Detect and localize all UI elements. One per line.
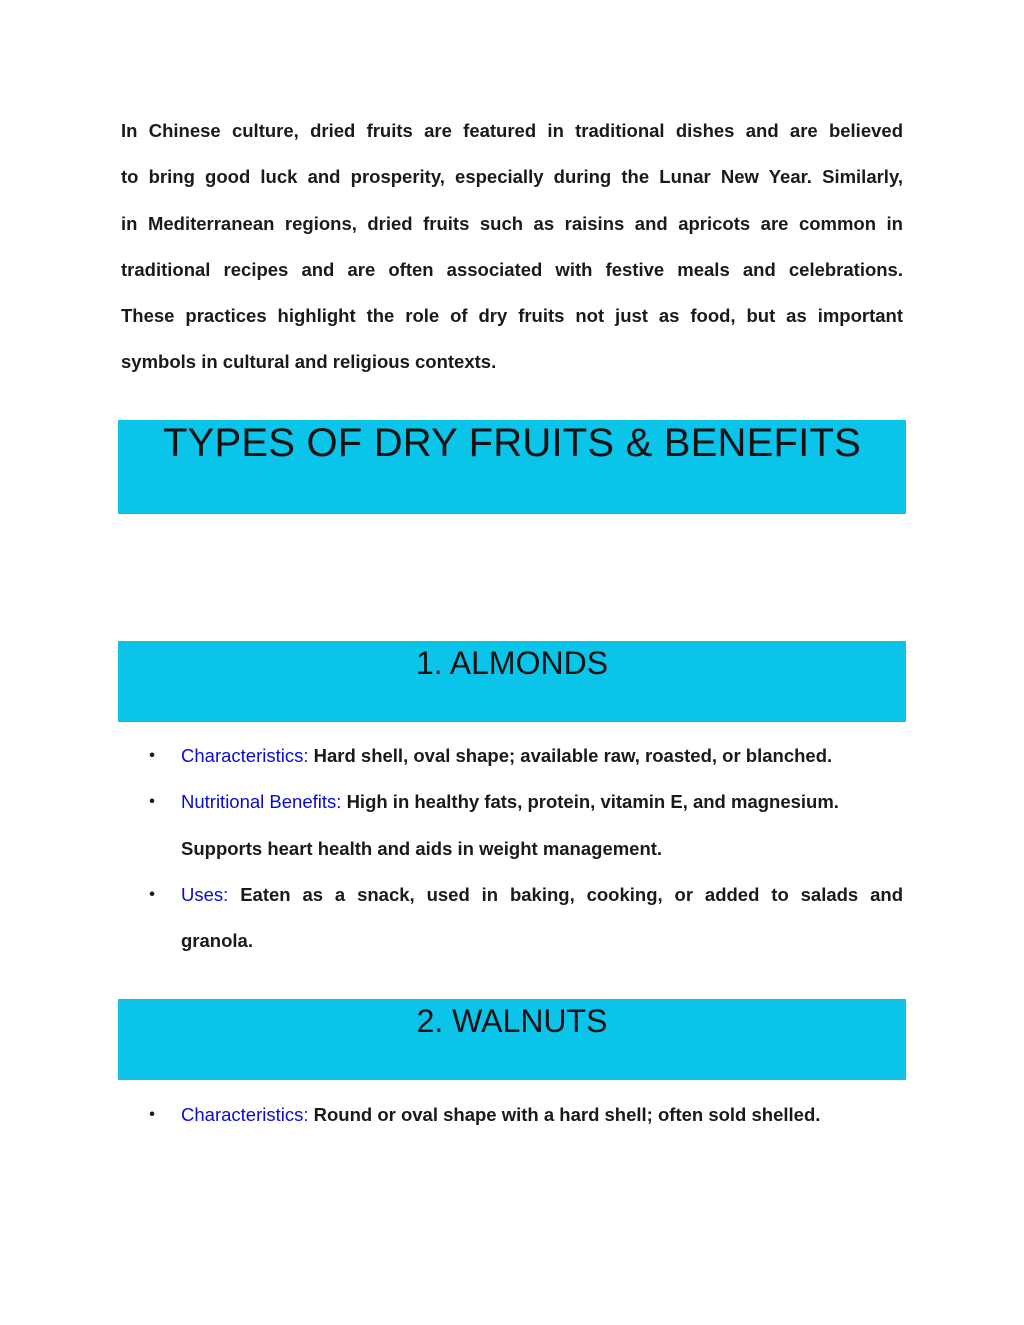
intro-line: to bring good luck and prosperity, especially during the Lunar New Year. Similarly, xyxy=(121,166,903,188)
intro-line: symbols in cultural and religious contexts. xyxy=(121,351,497,373)
uses-value: Eaten as a snack, used in baking, cooking, or added to salads and xyxy=(240,883,903,905)
list-item xyxy=(0,779,1024,872)
bullet-icon: • xyxy=(149,885,155,903)
characteristics-value: Round or oval shape with a hard shell; often sold shelled. xyxy=(313,1104,821,1125)
list-item-line: Supports heart health and aids in weight management. xyxy=(181,837,663,859)
list-item-line: granola. xyxy=(181,930,253,952)
list-item-line xyxy=(181,779,903,825)
main-heading-banner xyxy=(118,420,906,514)
intro-line: In Chinese culture, dried fruits are featured in traditional dishes and are believed xyxy=(121,120,903,141)
nutritional-benefits-label: Nutritional Benefits: xyxy=(181,791,342,813)
bullet-icon: • xyxy=(149,747,155,764)
intro-line: in Mediterranean regions, dried fruits such as raisins and apricots are common in xyxy=(121,212,903,234)
section-heading-walnuts: 2. WALNUTS xyxy=(416,1003,608,1039)
characteristics-label: Characteristics: xyxy=(181,745,309,766)
list-item xyxy=(0,1092,1024,1138)
list-item xyxy=(0,733,1024,779)
main-heading: TYPES OF DRY FRUITS & BENEFITS xyxy=(163,421,861,465)
list-item-line xyxy=(181,733,903,779)
list-item-text xyxy=(181,779,903,872)
almonds-list xyxy=(0,733,1024,964)
characteristics-label: Characteristics: xyxy=(181,1104,309,1125)
characteristics-value: Hard shell, oval shape; available raw, roasted, or blanched. xyxy=(313,745,833,766)
list-item xyxy=(0,872,1024,965)
uses-label: Uses: xyxy=(181,883,229,905)
list-item-text xyxy=(181,1092,903,1138)
intro-line: These practices highlight the role of dry fruits not just as food, but as important xyxy=(121,305,903,327)
intro-paragraph xyxy=(121,108,903,386)
intro-line: traditional recipes and are often associated with festive meals and celebrations. xyxy=(121,258,903,280)
list-item-line xyxy=(181,1092,903,1138)
walnuts-list xyxy=(0,1092,1024,1138)
list-item-text xyxy=(181,872,903,965)
list-item-line xyxy=(181,872,903,918)
nutritional-benefits-value: High in healthy fats, protein, vitamin E, and magnesium. xyxy=(346,791,839,813)
section-heading-banner-walnuts xyxy=(118,999,906,1080)
bullet-icon: • xyxy=(149,793,155,811)
bullet-icon: • xyxy=(149,1106,155,1123)
section-heading-banner-almonds xyxy=(118,641,906,722)
list-item-text xyxy=(181,733,903,779)
section-heading-almonds: 1. ALMONDS xyxy=(415,645,609,681)
